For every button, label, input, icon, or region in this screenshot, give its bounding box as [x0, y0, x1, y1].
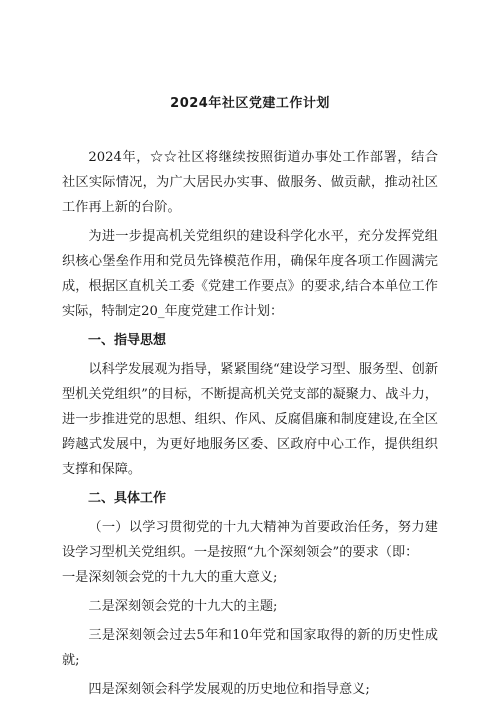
specific-work-item-3: 三是深刻领会过去5年和10年党和国家取得的新的历史性成就; — [62, 628, 438, 668]
document-title: 2024年社区党建工作计划 — [170, 96, 330, 111]
guiding-thought-paragraph: 以科学发展观为指导，紧紧围绕“建设学习型、服务型、创新型机关党组织”的目标，不断提高机关党支部的凝聚力、战斗力，进一步推进党的思想、组织、作风、反腐倡廉和制度建设,在全区跨越式发展中，为更好地服务区委、区政府中心工作，提供组织支撑和保障。 — [62, 362, 439, 477]
specific-work-item-4: 四是深刻领会科学发展观的历史地位和指导意义; — [88, 682, 370, 697]
specific-work-paragraph: （一）以学习贯彻党的十九大精神为首要政治任务，努力建设学习型机关党组织。一是按照“九个深刻领会”的要求（即： — [62, 520, 438, 560]
specific-work-item-1: 一是深刻领会党的十九大的重大意义; — [62, 570, 278, 585]
section-heading-guiding-thought: 一、指导思想 — [88, 333, 167, 348]
document-page — [62, 92, 438, 706]
specific-work-item-2: 二是深刻领会党的十九大的主题; — [88, 599, 278, 614]
section-heading-specific-work: 二、具体工作 — [88, 491, 167, 506]
intro-paragraph-1: 2024年，☆☆社区将继续按照街道办事处工作部署，结合社区实际情况，为广大居民办实事、做服务、做贡献，推动社区工作再上新的台阶。 — [62, 150, 438, 215]
intro-paragraph-2: 为进一步提高机关党组织的建设科学化水平，充分发挥党组织核心堡垒作用和党员先锋模范作用，确保年度各项工作圆满完成，根据区直机关工委《党建工作要点》的要求,结合本单位工作实际，特制定20_年度党建工作计划： — [62, 229, 438, 319]
